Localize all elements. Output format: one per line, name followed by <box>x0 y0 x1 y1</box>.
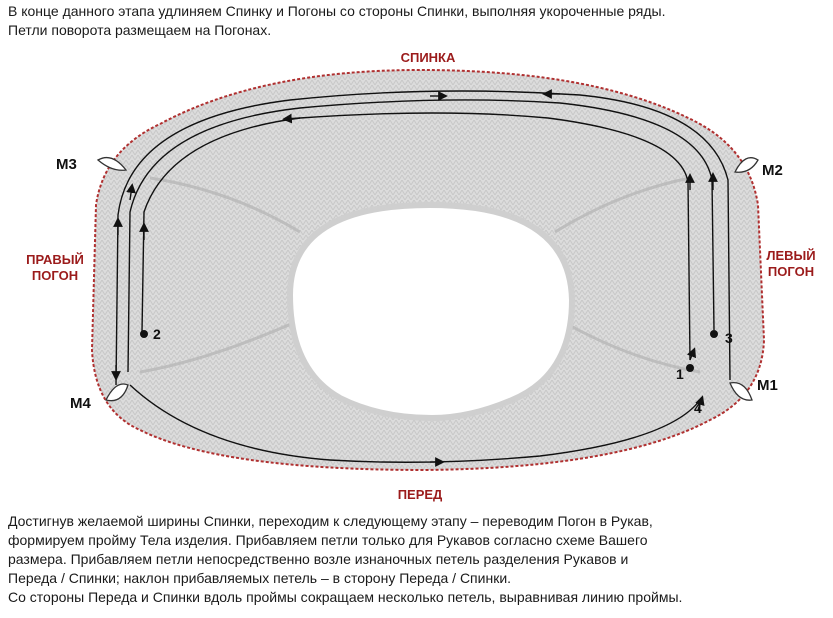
intro-line: В конце данного этапа удлиняем Спинку и Погоны со стороны Спинки, выполняя укороченные ряды. <box>8 3 666 19</box>
point-3-label: 3 <box>725 330 733 346</box>
point-1-label: 1 <box>676 366 684 382</box>
outro-line: размера. Прибавляем петли непосредственно возле изнаночных петель разделения Рукавов и <box>8 551 629 567</box>
marker-m3-label: M3 <box>56 156 77 173</box>
left-strap-line1: ЛЕВЫЙ <box>766 248 816 263</box>
marker-m4-label: M4 <box>70 395 91 412</box>
outro-line: Достигнув желаемой ширины Спинки, переходим к следующему этапу – переводим Погон в Рукав, <box>8 513 653 529</box>
outro-paragraph <box>8 512 828 607</box>
right-strap-line1: ПРАВЫЙ <box>26 252 84 267</box>
left-strap-label <box>756 248 826 280</box>
outro-line: формируем пройму Тела изделия. Прибавляем петли только для Рукавов согласно схеме Вашего <box>8 532 648 548</box>
intro-line: Петли поворота размещаем на Погонах. <box>8 22 272 38</box>
back-label: СПИНКА <box>400 50 456 65</box>
point-1-dot <box>686 364 694 372</box>
neckline-opening <box>290 205 572 418</box>
front-label: ПЕРЕД <box>397 487 443 502</box>
outro-line: Переда / Спинки; наклон прибавляемых петель – в сторону Переда / Спинки. <box>8 570 512 586</box>
marker-m1-label: M1 <box>757 377 778 394</box>
point-2-dot <box>140 330 148 338</box>
right-strap-label <box>20 252 90 284</box>
right-strap-line2: ПОГОН <box>31 268 79 283</box>
point-2-label: 2 <box>153 326 161 342</box>
point-3-dot <box>710 330 718 338</box>
marker-m2-label: M2 <box>762 162 783 179</box>
point-4-label: 4 <box>694 400 702 416</box>
outro-line: Со стороны Переда и Спинки вдоль проймы сокращаем несколько петель, выравнивая линию проймы. <box>8 589 683 605</box>
left-strap-line2: ПОГОН <box>767 264 815 279</box>
